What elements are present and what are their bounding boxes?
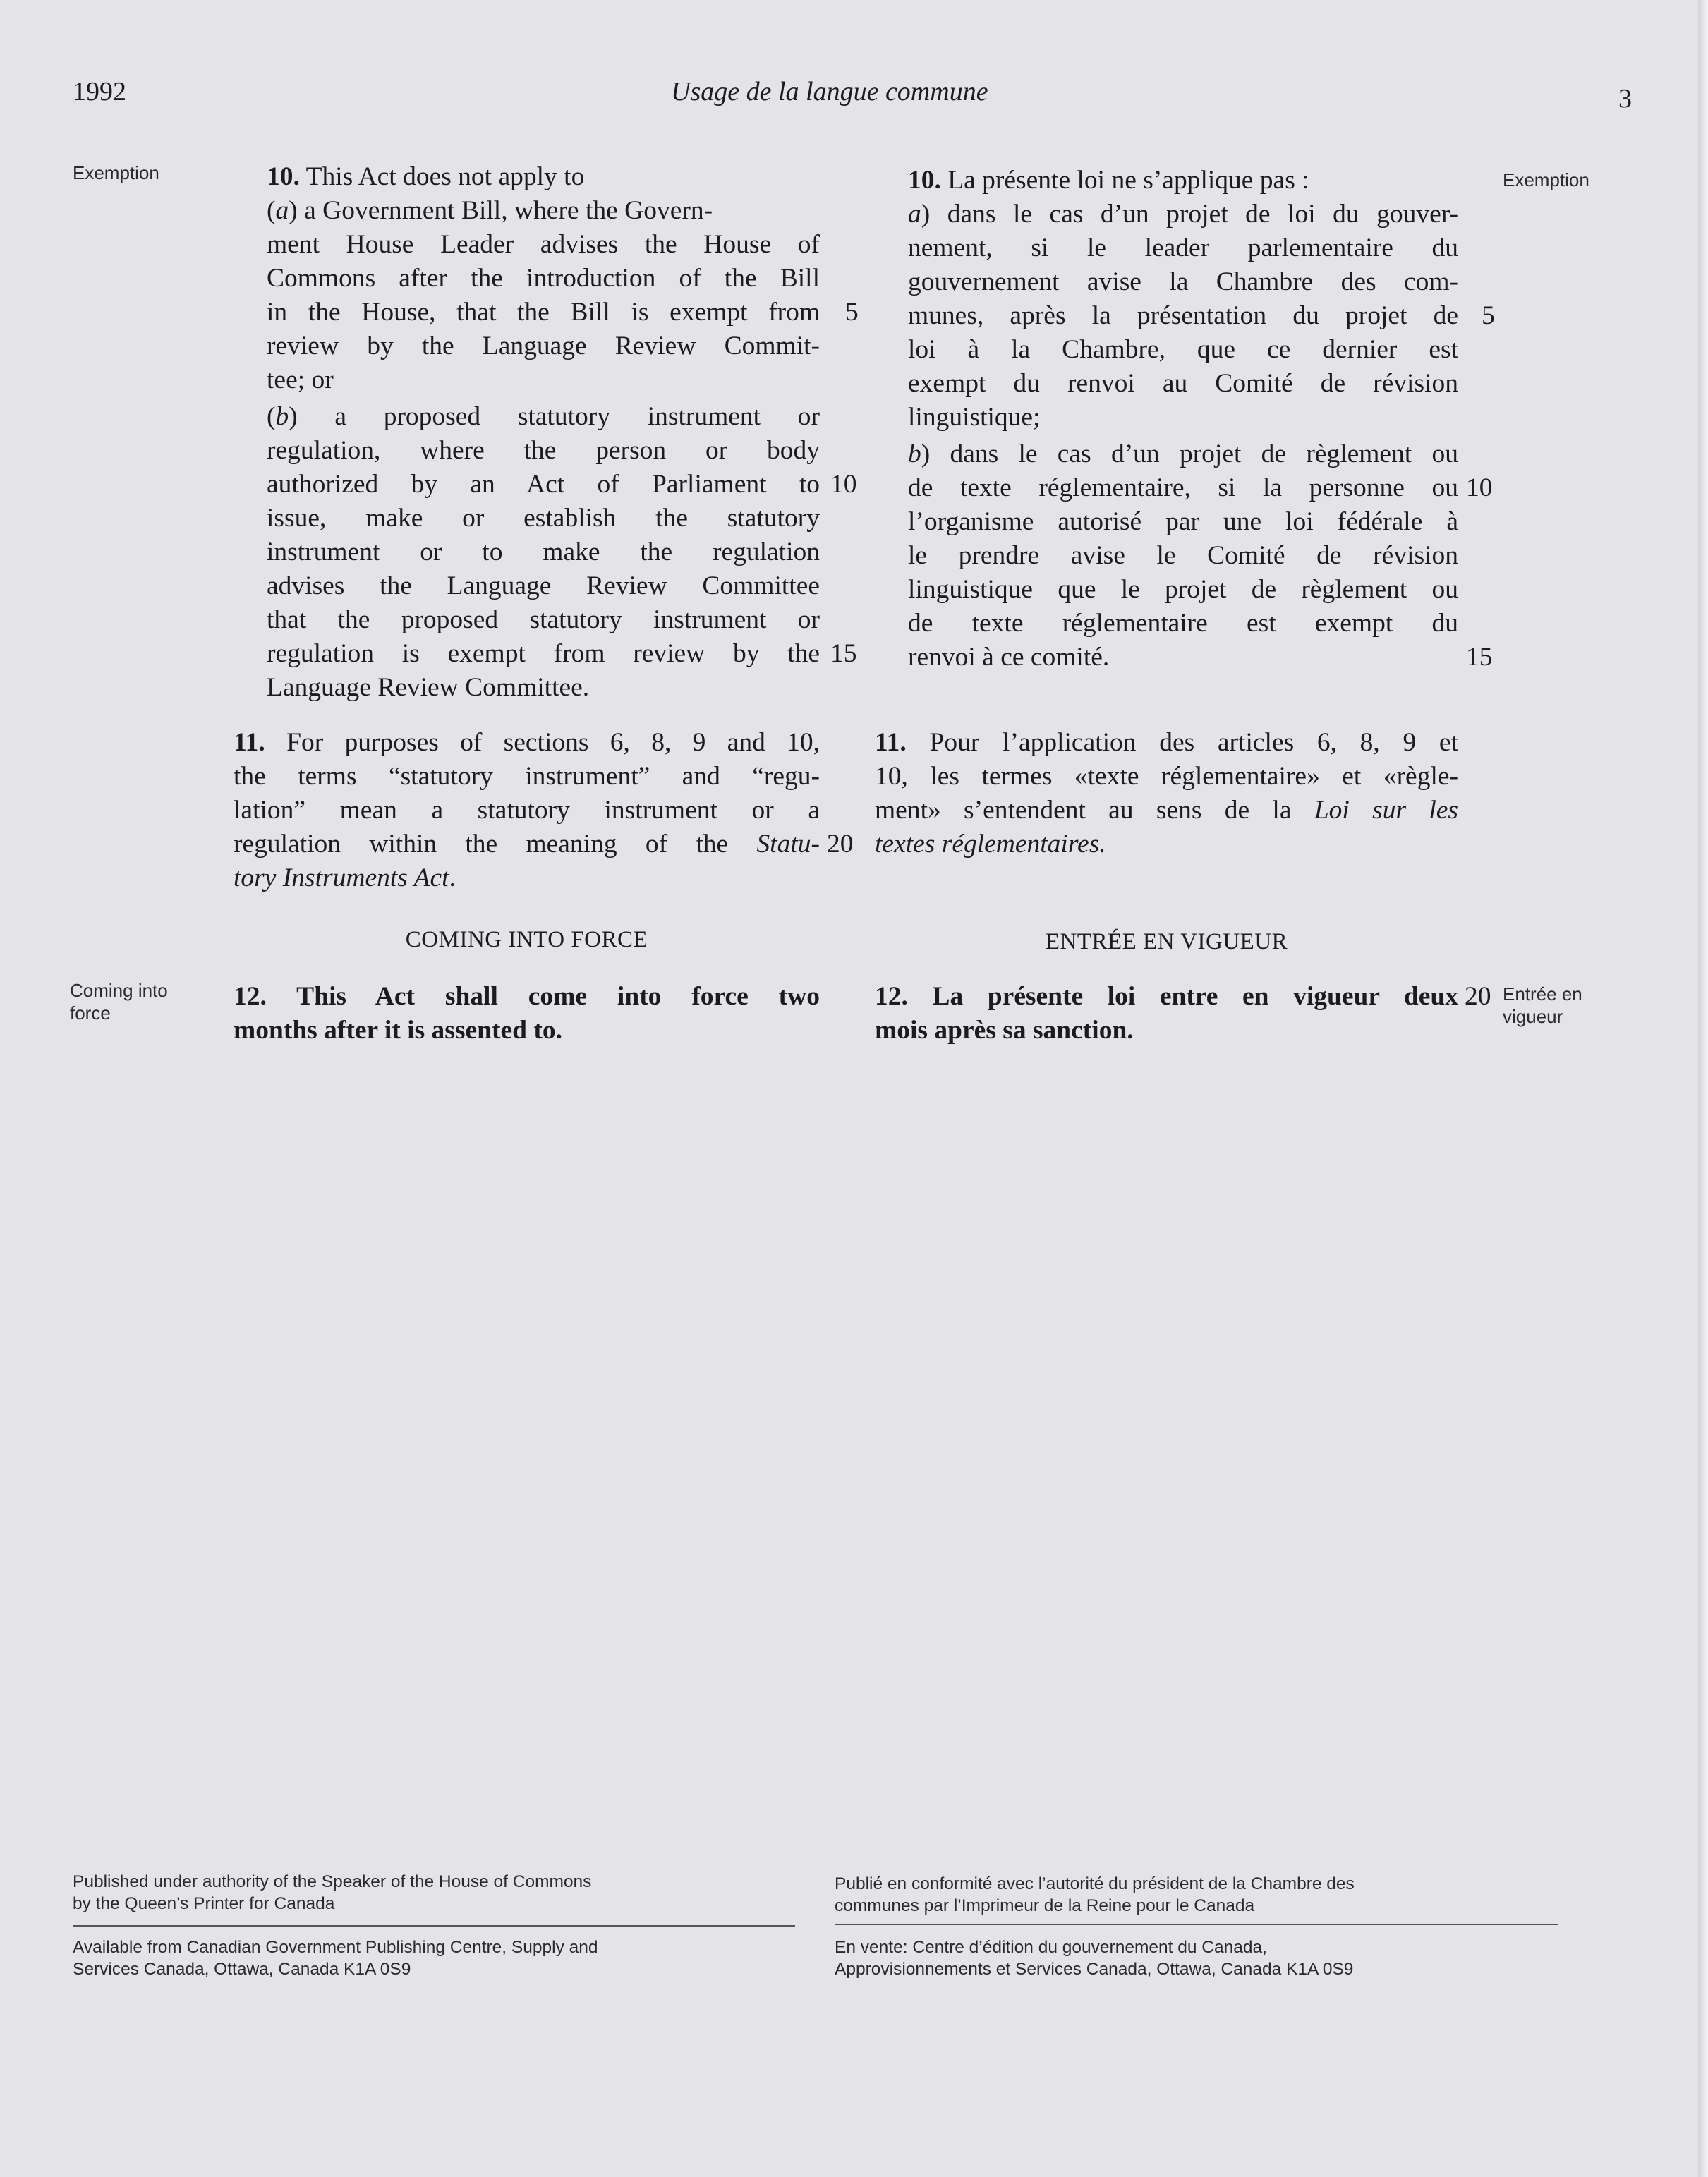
fr-s10-line-3: nement, si le leader parlementaire du [908, 234, 1458, 262]
fr-s11-line-1: 11. Pour l’application des articles 6, 8, 9 et [875, 728, 1458, 757]
footer-available-fr: En vente: Centre d’édition du gouvernement du Canada, Approvisionnements et Services Canada, Ottawa, Canada K1A 0S9 [835, 1938, 1354, 1979]
fr-s10-line-12: le prendre avise le Comité de révision [908, 541, 1458, 570]
margin-note-coming-into-force-en: Coming into force [70, 980, 168, 1024]
line-number-fr-15: 15 [1466, 643, 1493, 672]
en-s10-line-13: advises the Language Review Committee [267, 571, 820, 600]
fr-s12-line-2: mois après sa sanction. [875, 1016, 1134, 1045]
en-s10-line-4: Commons after the introduction of the Bill [267, 264, 820, 293]
en-s10-line-14: that the proposed statutory instrument or [267, 605, 820, 634]
en-s10-line-2: (a) a Government Bill, where the Govern- [267, 196, 713, 225]
fr-s10-line-8: linguistique; [908, 403, 1041, 432]
footer-available-en: Available from Canadian Government Publishing Centre, Supply and Services Canada, Ottawa, Canada K1A 0S9 [73, 1938, 598, 1979]
line-number-en-15: 15 [830, 639, 857, 668]
en-s10-line-6: review by the Language Review Commit- [267, 332, 820, 360]
heading-entree-en-vigueur: ENTRÉE EN VIGUEUR [1045, 929, 1288, 954]
fr-s10-line-13: linguistique que le projet de règlement ou [908, 575, 1458, 604]
line-number-fr-20: 20 [1465, 982, 1491, 1011]
fr-s10-line-9: b) dans le cas d’un projet de règlement ou [908, 439, 1458, 468]
fr-s10-line-6: loi à la Chambre, que ce dernier est [908, 335, 1458, 364]
en-s10-line-11: issue, make or establish the statutory [267, 504, 820, 533]
en-s10-line-12: instrument or to make the regulation [267, 538, 820, 566]
footer-published-en: Published under authority of the Speaker of the House of Commons by the Queen’s Printer for Canada [73, 1872, 592, 1913]
fr-s11-line-3: ment» s’entendent au sens de la Loi sur les [875, 796, 1458, 825]
line-number-fr-5: 5 [1482, 301, 1495, 330]
fr-s10-line-7: exempt du renvoi au Comité de révision [908, 369, 1458, 398]
margin-note-entree-en-vigueur-fr: Entrée en vigueur [1503, 983, 1582, 1027]
en-s12-line-2: months after it is assented to. [234, 1016, 562, 1045]
en-s10-line-3: ment House Leader advises the House of [267, 230, 820, 259]
en-s11-line-3: lation” mean a statutory instrument or a [234, 796, 820, 825]
fr-s10-line-11: l’organisme autorisé par une loi fédérale à [908, 507, 1458, 536]
footer-rule-fr [835, 1924, 1558, 1925]
page-number: 3 [1618, 84, 1632, 114]
footer-published-fr: Publié en conformité avec l’autorité du président de la Chambre des communes par l’Imprimeur de la Reine pour le Canada [835, 1874, 1355, 1915]
margin-note-exemption-fr: Exemption [1503, 169, 1589, 190]
fr-s10-line-1: 10. La présente loi ne s’applique pas : [908, 166, 1309, 195]
en-s12-line-1: 12. This Act shall come into force two [234, 982, 820, 1011]
fr-s10-line-10: de texte réglementaire, si la personne ou [908, 473, 1458, 502]
en-s11-line-2: the terms “statutory instrument” and “regu- [234, 762, 820, 791]
fr-s10-line-5: munes, après la présentation du projet de [908, 301, 1458, 330]
header-title: Usage de la langue commune [671, 77, 988, 107]
fr-s10-line-2: a) dans le cas d’un projet de loi du gouver- [908, 200, 1458, 229]
en-s11-line-5: tory Instruments Act. [234, 863, 456, 892]
fr-s12-line-1: 12. La présente loi entre en vigueur deux [875, 982, 1458, 1011]
en-s10-line-5: in the House, that the Bill is exempt from [267, 298, 820, 327]
fr-s11-line-4: textes réglementaires. [875, 830, 1106, 859]
en-s10-line-9: regulation, where the person or body [267, 436, 820, 465]
line-number-en-10: 10 [830, 470, 857, 499]
page-edge-shadow [1698, 0, 1708, 2177]
en-s10-line-7: tee; or [267, 365, 334, 394]
margin-note-exemption-en: Exemption [73, 162, 159, 183]
en-s10-line-1: 10. This Act does not apply to [267, 162, 585, 191]
en-s10-line-10: authorized by an Act of Parliament to [267, 470, 820, 499]
en-s11-line-4: regulation within the meaning of the Statu- [234, 830, 820, 859]
en-s11-line-1: 11. For purposes of sections 6, 8, 9 and 10, [234, 728, 820, 757]
line-number-en-20: 20 [827, 830, 854, 859]
en-s10-line-16: Language Review Committee. [267, 673, 590, 702]
en-s10-line-8: (b) a proposed statutory instrument or [267, 402, 820, 431]
line-number-en-5: 5 [845, 298, 859, 327]
line-number-fr-10: 10 [1466, 473, 1493, 502]
footer-rule-en [73, 1925, 795, 1927]
fr-s10-line-4: gouvernement avise la Chambre des com- [908, 267, 1458, 296]
fr-s10-line-14: de texte réglementaire est exempt du [908, 609, 1458, 638]
fr-s10-line-15: renvoi à ce comité. [908, 643, 1110, 672]
header-year: 1992 [73, 77, 126, 107]
fr-s11-line-2: 10, les termes «texte réglementaire» et «règle- [875, 762, 1458, 791]
heading-coming-into-force: COMING INTO FORCE [405, 927, 648, 952]
en-s10-line-15: regulation is exempt from review by the [267, 639, 820, 668]
